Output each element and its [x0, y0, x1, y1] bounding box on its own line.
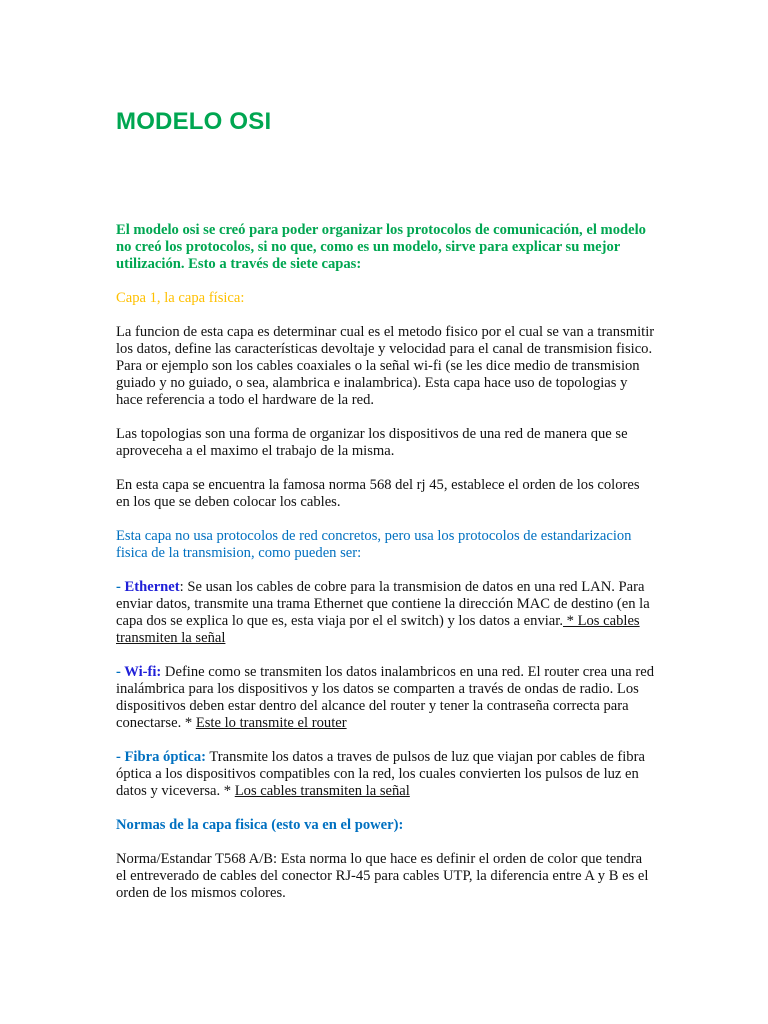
- norma-paragraph: En esta capa se encuentra la famosa norma 568 del rj 45, establece el orden de los colores en los que se deben colocar los cables.: [116, 477, 640, 510]
- ethernet-item: [116, 579, 656, 647]
- capa1-paragraph: La funcion de esta capa es determinar cual es el metodo fisico por el cual se van a transmitir los datos, define las características devoltaje y velocidad para el canal de transmision fisico. Para or ejemplo son los cables coaxiales o la señal wi-fi (se les dice medio de transmision guiado y no guiado, o sea, alambrica e inalambrica). Esta capa hace uso de topologias y hace referencia a todo el hardware de la red.: [116, 324, 655, 408]
- intro-paragraph: El modelo osi se creó para poder organizar los protocolos de comunicación, el modelo no creó los protocolos, si no que, como es un modelo, sirve para explicar su mejor utilización. Esto a través de siete capas:: [116, 222, 646, 272]
- fibra-term: Fibra óptica:: [124, 749, 206, 765]
- wifi-dash: -: [116, 664, 125, 680]
- fibra-note: Los cables transmiten la señal: [234, 783, 410, 799]
- normas-heading: Normas de la capa fisica (esto va en el power):: [116, 817, 404, 833]
- wifi-term: Wi-fi:: [124, 664, 162, 680]
- wifi-note: Este lo transmite el router: [195, 715, 347, 731]
- ethernet-dash: -: [116, 579, 125, 595]
- ethernet-term: Ethernet: [124, 579, 180, 595]
- wifi-item: [116, 664, 656, 732]
- fibra-dash: -: [116, 749, 125, 765]
- capa1-heading: Capa 1, la capa física:: [116, 290, 245, 306]
- fibra-text: Transmite los datos a traves de pulsos de luz que viajan por cables de fibra óptica a los dispositivos compatibles con la red, los cuales convierten los pulsos de luz en datos y viceversa. *: [116, 749, 645, 799]
- document-body: [116, 222, 656, 919]
- wifi-text: Define como se transmiten los datos inalambricos en una red. El router crea una red inalámbrica para los dispositivos y los datos se comparten a través de ondas de radio. Los dispositivos deben estar dentro del alcance del router y tener la contraseña correcta para conectarse. *: [116, 664, 655, 731]
- protocolos-paragraph: Esta capa no usa protocolos de red concretos, pero usa los protocolos de estandarizacion fisica de la transmision, como pueden ser:: [116, 528, 632, 561]
- topologias-paragraph: Las topologias son una forma de organizar los dispositivos de una red de manera que se aproveceha a el maximo el trabajo de la misma.: [116, 426, 628, 459]
- ethernet-text: : Se usan los cables de cobre para la transmision de datos en una red LAN. Para enviar datos, transmite una trama Ethernet que contiene la dirección MAC de destino (en la capa dos se explica lo que es, esta viaja por el el switch) y los datos a enviar.: [116, 579, 650, 629]
- normas-paragraph: Norma/Estandar T568 A/B: Esta norma lo que hace es definir el orden de color que tendra el entreverado de cables del conector RJ-45 para cables UTP, la diferencia entre A y B es el orden de los mismos colores.: [116, 851, 649, 901]
- ethernet-note: * Los cables transmiten la señal: [116, 613, 640, 646]
- page-title: MODELO OSI: [116, 108, 272, 135]
- fibra-item: [116, 749, 656, 800]
